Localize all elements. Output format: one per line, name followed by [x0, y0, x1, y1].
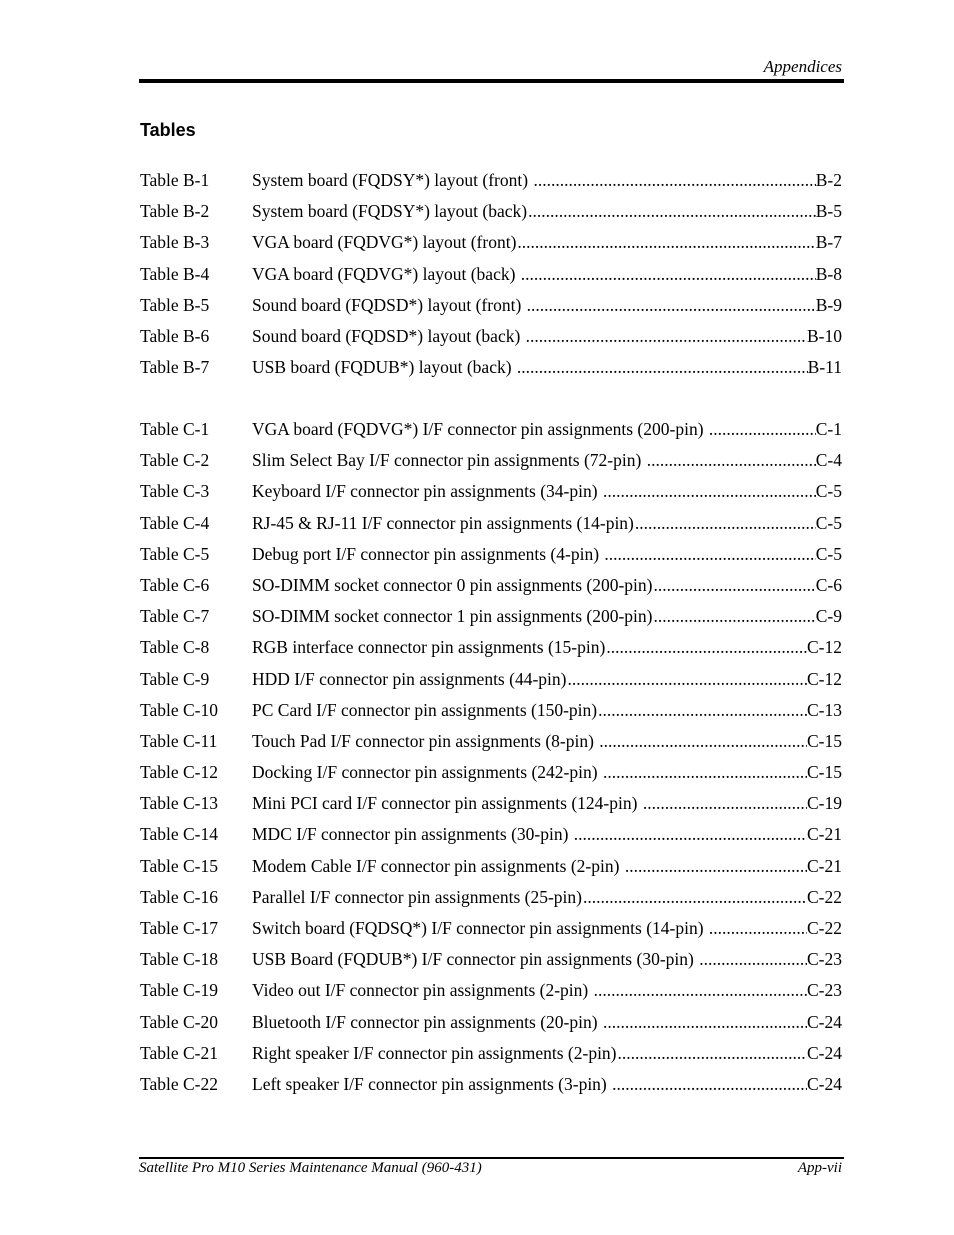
toc-entry-title: Right speaker I/F connector pin assignments (2-pin) — [252, 1042, 617, 1063]
toc-dot-leader — [605, 637, 807, 658]
toc-entry-title: Sound board (FQDSD*) layout (back) — [252, 325, 525, 346]
toc-entry[interactable] — [140, 1074, 842, 1105]
toc-entry[interactable] — [140, 232, 842, 263]
toc-entry-page: B-9 — [815, 294, 842, 315]
toc-entry-title: Debug port I/F connector pin assignments (4-pin) — [252, 543, 604, 564]
toc-entry[interactable] — [140, 1012, 842, 1043]
toc-dot-leader — [634, 513, 816, 534]
toc-entry[interactable] — [140, 450, 842, 481]
toc-entry-title: Left speaker I/F connector pin assignments (3-pin) — [252, 1073, 612, 1094]
header-rule — [139, 79, 844, 83]
toc-entry-page: B-2 — [815, 170, 842, 190]
toc-entry-number: Table B-2 — [140, 201, 210, 222]
toc-entry-title: Docking I/F connector pin assignments (242-pin) — [252, 762, 602, 783]
toc-entry[interactable] — [140, 824, 842, 855]
toc-entry-number: Table C-17 — [140, 918, 218, 938]
toc-dot-leader — [582, 887, 807, 908]
toc-entry-page: C-5 — [815, 512, 842, 533]
toc-entry-number: Table B-4 — [140, 263, 210, 284]
toc-entry[interactable] — [140, 170, 842, 201]
toc-entry[interactable] — [140, 918, 842, 949]
toc-entry[interactable] — [140, 700, 842, 731]
toc-entry-number: Table C-4 — [140, 512, 210, 533]
toc-entry[interactable] — [140, 201, 842, 232]
toc-entry[interactable] — [140, 419, 842, 450]
toc-entry-title: USB board (FQDUB*) layout (back) — [252, 357, 516, 378]
footer-manual-title: Satellite Pro M10 Series Maintenance Manual (960-431) — [139, 1160, 482, 1176]
toc-entry-page: C-24 — [807, 1073, 842, 1094]
toc-entry-title: Mini PCI card I/F connector pin assignments (124-pin) — [252, 793, 642, 814]
toc-entry-title: RGB interface connector pin assignments (15-pin) — [252, 637, 606, 658]
toc-dot-leader — [593, 980, 807, 1001]
toc-dot-leader — [525, 326, 807, 347]
toc-dot-leader — [603, 544, 815, 565]
toc-dot-leader — [602, 1012, 807, 1033]
toc-entry-number: Table C-2 — [140, 450, 210, 471]
toc-entry-title: VGA board (FQDVG*) layout (front) — [252, 232, 517, 253]
toc-dot-leader — [646, 450, 816, 471]
toc-entry-title: System board (FQDSY*) layout (front) — [252, 170, 533, 190]
toc-entry[interactable] — [140, 264, 842, 295]
toc-entry-number: Table C-13 — [140, 793, 218, 814]
toc-dot-leader — [602, 481, 816, 502]
toc-entry-number: Table C-11 — [140, 730, 218, 751]
toc-entry-number: Table C-16 — [140, 886, 218, 907]
toc-entry-number: Table B-5 — [140, 294, 210, 315]
toc-entry-title: RJ-45 & RJ-11 I/F connector pin assignments (14-pin) — [252, 512, 634, 533]
footer-page-number: App-vii — [797, 1160, 842, 1176]
toc-entry-number: Table C-9 — [140, 668, 210, 689]
toc-entry-title: PC Card I/F connector pin assignments (150-pin) — [252, 699, 598, 720]
toc-entry-number: Table B-7 — [140, 357, 210, 378]
toc-entry[interactable] — [140, 980, 842, 1011]
toc-entry-page: B-8 — [815, 263, 842, 284]
toc-entry-number: Table C-19 — [140, 980, 218, 1001]
page-header-title: Appendices — [763, 57, 842, 76]
toc-entry-title: USB Board (FQDUB*) I/F connector pin assignments (30-pin) — [252, 949, 699, 970]
toc-entry-number: Table C-22 — [140, 1073, 218, 1094]
toc-entry-page: C-15 — [807, 730, 842, 751]
toc-entry[interactable] — [140, 793, 842, 824]
toc-entry-number: Table C-12 — [140, 762, 218, 783]
table-list-appendix-b — [140, 170, 842, 388]
toc-entry-title: System board (FQDSY*) layout (back) — [252, 201, 528, 222]
toc-entry-title: Switch board (FQDSQ*) I/F connector pin assignments (14-pin) — [252, 918, 708, 938]
toc-entry-number: Table C-5 — [140, 543, 210, 564]
toc-entry[interactable] — [140, 637, 842, 668]
toc-entry[interactable] — [140, 856, 842, 887]
toc-entry-page: C-1 — [815, 419, 842, 439]
toc-entry-title: HDD I/F connector pin assignments (44-pin) — [252, 668, 567, 689]
toc-entry[interactable] — [140, 1043, 842, 1074]
toc-entry-title: SO-DIMM socket connector 1 pin assignments (200-pin) — [252, 606, 653, 627]
toc-entry-page: C-6 — [815, 574, 842, 595]
toc-entry-number: Table B-3 — [140, 232, 210, 253]
footer-rule — [139, 1157, 844, 1159]
toc-entry-number: Table C-21 — [140, 1042, 218, 1063]
toc-entry-number: Table C-15 — [140, 855, 218, 876]
toc-entry[interactable] — [140, 481, 842, 512]
toc-dot-leader — [602, 762, 807, 783]
toc-entry-number: Table C-1 — [140, 419, 210, 439]
toc-entry-title: MDC I/F connector pin assignments (30-pin) — [252, 824, 573, 845]
toc-entry-page: C-24 — [807, 1011, 842, 1032]
toc-entry[interactable] — [140, 731, 842, 762]
toc-entry-number: Table B-1 — [140, 170, 210, 190]
toc-entry-title: VGA board (FQDVG*) layout (back) — [252, 263, 520, 284]
toc-entry-page: C-23 — [807, 949, 842, 970]
toc-entry[interactable] — [140, 762, 842, 793]
toc-entry[interactable] — [140, 513, 842, 544]
toc-entry[interactable] — [140, 357, 842, 388]
toc-entry-page: C-15 — [807, 762, 842, 783]
toc-entry-page: C-22 — [807, 886, 842, 907]
toc-entry-page: C-12 — [807, 668, 842, 689]
toc-entry-title: Modem Cable I/F connector pin assignments (2-pin) — [252, 855, 624, 876]
toc-entry-page: C-19 — [807, 793, 842, 814]
toc-dot-leader — [642, 793, 807, 814]
toc-dot-leader — [566, 669, 807, 690]
toc-entry-page: B-11 — [807, 357, 842, 378]
toc-entry[interactable] — [140, 887, 842, 918]
toc-entry-number: Table C-6 — [140, 574, 210, 595]
toc-entry[interactable] — [140, 326, 842, 357]
toc-entry-number: Table C-10 — [140, 699, 218, 720]
toc-entry-page: C-9 — [815, 606, 842, 627]
toc-entry-page: C-21 — [807, 824, 842, 845]
toc-entry-page: C-24 — [807, 1042, 842, 1063]
toc-entry-title: Bluetooth I/F connector pin assignments (20-pin) — [252, 1011, 602, 1032]
toc-dot-leader — [698, 949, 807, 970]
toc-entry-title: SO-DIMM socket connector 0 pin assignments (200-pin) — [252, 574, 653, 595]
toc-entry-page: C-22 — [807, 918, 842, 938]
toc-dot-leader — [708, 918, 807, 939]
toc-entry-number: Table C-20 — [140, 1011, 218, 1032]
table-list-appendix-c — [140, 419, 842, 1105]
toc-dot-leader — [516, 357, 808, 378]
toc-entry-number: Table C-7 — [140, 606, 210, 627]
toc-dot-leader — [611, 1074, 807, 1095]
toc-entry-page: C-4 — [815, 450, 842, 471]
toc-entry-page: B-7 — [815, 232, 842, 253]
toc-entry-number: Table C-18 — [140, 949, 218, 970]
toc-entry-title: Slim Select Bay I/F connector pin assignments (72-pin) — [252, 450, 646, 471]
toc-dot-leader — [598, 731, 807, 752]
toc-dot-leader — [527, 201, 816, 222]
toc-entry-page: B-5 — [815, 201, 842, 222]
toc-dot-leader — [708, 419, 816, 440]
toc-entry-title: VGA board (FQDVG*) I/F connector pin assignments (200-pin) — [252, 419, 708, 439]
toc-entry-page: C-23 — [807, 980, 842, 1001]
toc-dot-leader — [597, 700, 807, 721]
toc-entry-title: Keyboard I/F connector pin assignments (34-pin) — [252, 481, 602, 502]
toc-dot-leader — [526, 295, 816, 316]
toc-entry-number: Table B-6 — [140, 325, 210, 346]
toc-entry-page: C-12 — [807, 637, 842, 658]
toc-entry-page: B-10 — [807, 325, 842, 346]
toc-entry-title: Touch Pad I/F connector pin assignments (8-pin) — [252, 730, 599, 751]
toc-entry-page: C-5 — [815, 481, 842, 502]
toc-dot-leader — [520, 264, 816, 285]
toc-entry-title: Video out I/F connector pin assignments (2-pin) — [252, 980, 593, 1001]
toc-entry-page: C-5 — [815, 543, 842, 564]
section-heading: Tables — [140, 120, 196, 140]
toc-entry-number: Table C-14 — [140, 824, 218, 845]
toc-entry[interactable] — [140, 606, 842, 637]
toc-dot-leader — [532, 170, 815, 191]
toc-entry-title: Sound board (FQDSD*) layout (front) — [252, 294, 526, 315]
toc-entry-page: C-13 — [807, 699, 842, 720]
toc-dot-leader — [653, 575, 816, 596]
toc-entry-page: C-21 — [807, 855, 842, 876]
toc-entry-title: Parallel I/F connector pin assignments (25-pin) — [252, 886, 582, 907]
toc-entry[interactable] — [140, 575, 842, 606]
toc-dot-leader — [516, 232, 815, 253]
toc-dot-leader — [617, 1043, 807, 1064]
toc-entry[interactable] — [140, 669, 842, 700]
toc-dot-leader — [624, 856, 807, 877]
toc-dot-leader — [573, 824, 807, 845]
toc-entry-number: Table C-3 — [140, 481, 210, 502]
toc-dot-leader — [653, 606, 816, 627]
toc-entry[interactable] — [140, 295, 842, 326]
toc-entry[interactable] — [140, 949, 842, 980]
toc-entry-number: Table C-8 — [140, 637, 210, 658]
toc-entry[interactable] — [140, 544, 842, 575]
